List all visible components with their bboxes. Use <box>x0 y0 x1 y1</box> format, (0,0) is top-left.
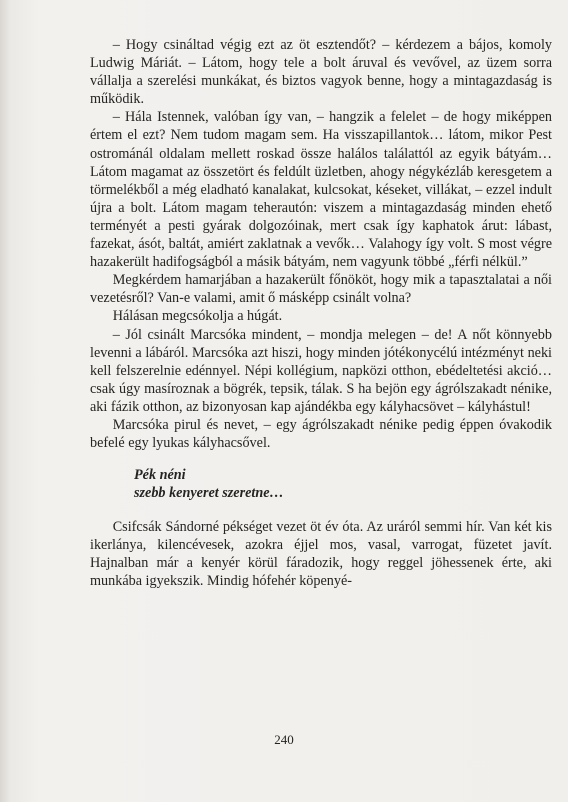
paragraph: Megkérdem hamarjában a hazakerült főnököt, hogy mik a tapasztalatai a női vezetésről? Van-e valami, amit ő másképp csinált volna? <box>90 272 552 307</box>
paragraph: – Jól csinált Marcsóka mindent, – mondja melegen – de! A nőt könnyebb levenni a lábáról. Marcsóka azt hiszi, hogy minden jótékonycélú intézményt neki kell felszerelnie edénnyel. Népi kollégium, napközi otthon, ebédeltetési akció… csak úgy masíroznak a bögrék, tepsik, tálak. S ha bejön egy ágrólszakadt nénike, aki fázik otthon, az bizonyosan kap ajándékba egy kályhacsövet – kályhástul! <box>90 326 552 415</box>
paragraph: Csifcsák Sándorné pékséget vezet öt év óta. Az uráról semmi hír. Van két kis ikerlánya, kilencévesek, azokra éjjel mos, vasal, varrogat, füzetet javít. Hajnalban már a kenyér körül fáradozik, hogy reggel jöhessenek érte, aki munkába igyekszik. Mindig hófehér köpenyé- <box>90 519 552 590</box>
paragraph: – Hála Istennek, valóban így van, – hangzik a felelet – de hogy miképpen értem el ezt? Nem tudom magam sem. Ha visszapillantok… látom, mikor Pest ostrománál oldalam mellett roskad össze halálos találattól az egyik bátyám… Látom magamat az összetört és feldúlt üzletben, ahogy négykézláb keresgetem a törmelékből a még eladható kanalakat, kulcsokat, késeket, villákat, – ezzel indult újra a bolt. Látom magam teherautón: viszem a mintagazdaság minden ehető terményét a pesti gyárak dolgozóinak, mert csak így kaphatok árut: lábast, fazekat, ásót, baltát, amiért zaklatnak a vevők… Valahogy így volt. S most végre hazakerült hadifogságból a másik bátyám, nem vagyunk többé „férfi nélkül.” <box>90 109 552 271</box>
paragraph: Marcsóka pirul és nevet, – egy ágrólszakadt nénike pedig éppen óvakodik befelé egy lyukas kályhacsővel. <box>90 416 552 452</box>
paragraph: – Hogy csináltad végig ezt az öt esztendőt? – kérdezem a bájos, komoly Ludwig Máriát. – Látom, hogy tele a bolt áruval és vevővel, az üzem sorra vállalja a szerelési munkákat, és biztos vagyok benne, hogy a mintagazdaság is működik. <box>90 37 552 108</box>
section-heading <box>134 466 552 502</box>
page-number: 240 <box>274 732 294 747</box>
paragraph: Hálásan megcsókolja a húgát. <box>112 308 283 325</box>
page-text <box>90 36 552 591</box>
section-heading-line-1: Pék néni <box>134 467 186 484</box>
section-heading-line-2: szebb kenyeret szeretne… <box>134 485 284 502</box>
